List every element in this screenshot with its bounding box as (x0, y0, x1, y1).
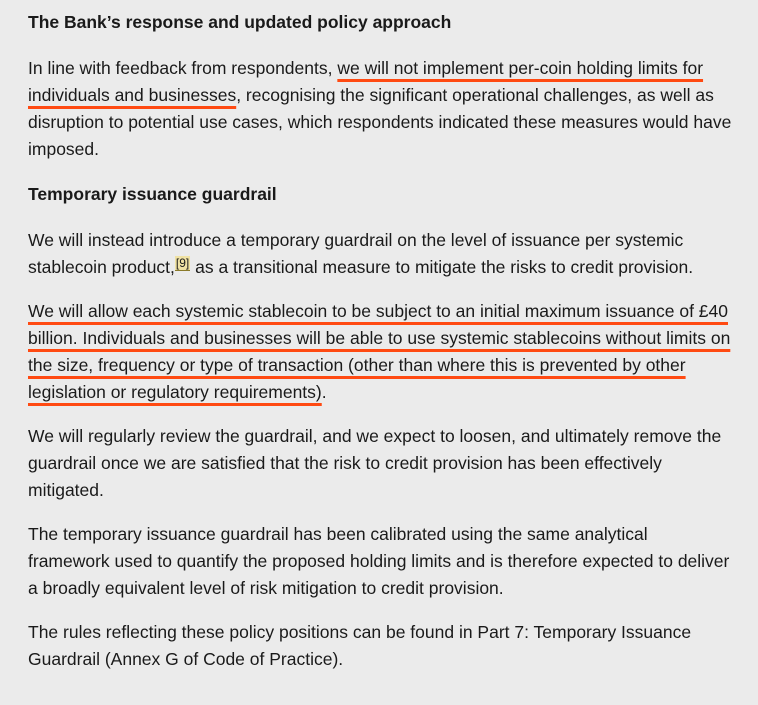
section-heading-guardrail: Temporary issuance guardrail (28, 184, 277, 204)
footnote-link[interactable]: [9] (175, 256, 190, 270)
paragraph-feedback (28, 55, 732, 163)
section-heading-bank-response: The Bank’s response and updated policy approach (28, 12, 452, 32)
paragraph-introduce-guardrail (28, 227, 732, 281)
paragraph-rules-reference: The rules reflecting these policy positions can be found in Part 7: Temporary Issuance Guardrail (Annex G of Code of Practice). (28, 622, 692, 669)
paragraph-feedback-rest: , recognising the significant operational challenges, as well as disruption to potential use cases, which respondents indicated these measures would have imposed. (28, 85, 732, 159)
underlined-text-issuance-limit: We will allow each systemic stablecoin to be subject to an initial maximum issuance of £40 billion. Individuals and businesses will be able to use systemic stablecoins without limits on the size, frequency or type of transaction (other than where this is prevented by other legislation or regulatory requirements) (28, 301, 731, 402)
paragraph-calibration: The temporary issuance guardrail has been calibrated using the same analytical framework used to quantify the proposed holding limits and is therefore expected to deliver a broadly equivalent level of risk mitigation to credit provision. (28, 524, 730, 598)
paragraph-review: We will regularly review the guardrail, and we expect to loosen, and ultimately remove the guardrail once we are satisfied that the risk to credit provision has been effectively mitigated. (28, 426, 722, 500)
underlined-text-holding-limits: we will not implement per-coin holding limits for individuals and businesses (28, 58, 704, 105)
paragraph-issuance-limit (28, 298, 732, 406)
paragraph-feedback-lead: In line with feedback from respondents, (28, 58, 338, 78)
paragraph-introduce-rest: as a transitional measure to mitigate the risks to credit provision. (190, 257, 694, 277)
paragraph-issuance-end: . (321, 382, 327, 402)
paragraph-introduce-lead: We will instead introduce a temporary guardrail on the level of issuance per systemic stablecoin product, (28, 230, 684, 277)
